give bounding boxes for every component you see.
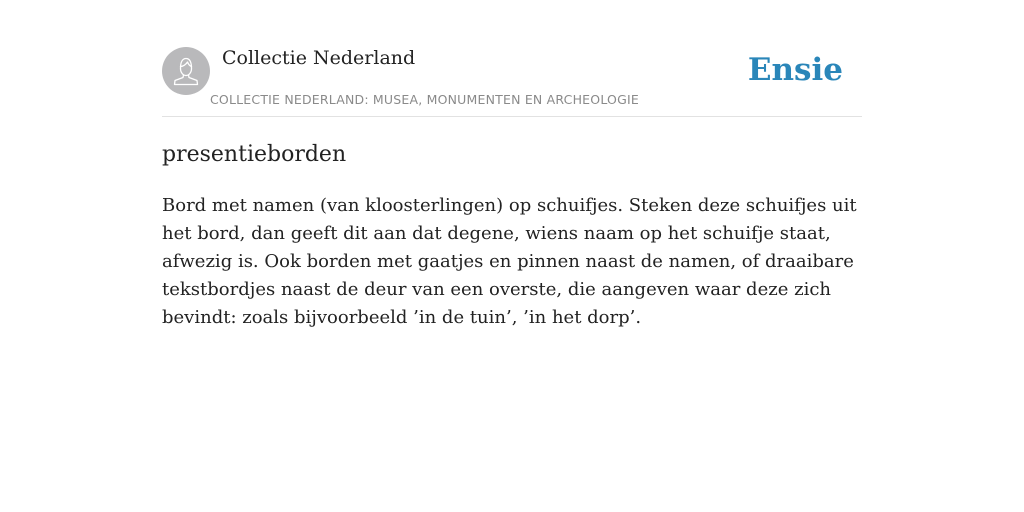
page-header (162, 0, 862, 117)
author-name-link[interactable]: Collectie Nederland (222, 47, 416, 69)
source-label: COLLECTIE NEDERLAND: MUSEA, MONUMENTEN EN ARCHEOLOGIE (210, 92, 639, 107)
article-body: Bord met namen (van kloosterlingen) op schuifjes. Steken deze schuifjes uit het bord, dan geeft dit aan dat degene, wiens naam op het schuifje staat, afwezig is. Ook borden met gaatjes en pinnen naast de namen, of draaibare tekstbordjes naast de deur van een overste, die aangeven waar deze zich bevindt: zoals bijvoorbeeld ’in de tuin’, ’in het dorp’. (162, 195, 857, 328)
article-title: presentieborden (162, 142, 347, 167)
avatar[interactable] (162, 47, 210, 95)
ensie-logo-link[interactable]: Ensie (747, 52, 843, 88)
user-silhouette-icon (162, 47, 210, 95)
